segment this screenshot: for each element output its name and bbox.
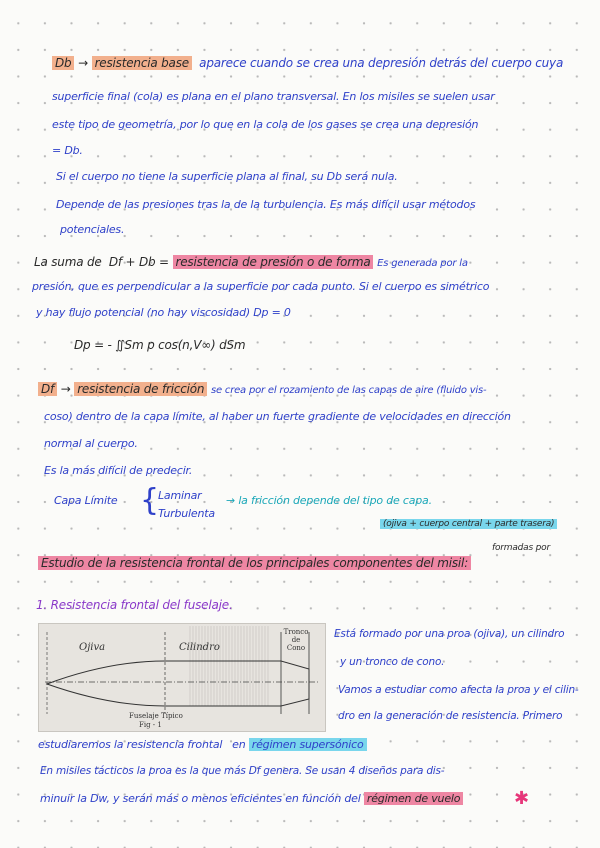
right-line-1: Está formado por una proa (ojiva), un cilindro (334, 628, 565, 640)
note-line-14: normal al cuerpo. (44, 437, 138, 450)
note-line-23-a: minuir la Dw, y serán más o menos eficientes en función del (40, 792, 361, 805)
asterisk-icon: ✱ (514, 788, 530, 809)
note-line-3: este tipo de geometría, por lo que en la cola de los gases se crea una depresión (52, 118, 479, 131)
note-line-23 (40, 792, 463, 805)
note-line-5: Si el cuerpo no tiene la superficie plana al final, su Db será nula. (56, 170, 398, 183)
laminar-label: Laminar (158, 489, 202, 502)
note-line-13: coso) dentro de la capa límite, al haber un fuerte gradiente de velocidades en dirección (44, 410, 511, 423)
df-text: se crea por el rozamiento de las capas de aire (fluido vis- (210, 385, 487, 396)
section-title-fuselage: 1. Resistencia frontal del fuselaje. (36, 598, 233, 612)
note-line-15: Es la más difícil de predecir. (44, 464, 193, 477)
df-label: resistencia de fricción (74, 382, 207, 396)
tronco-label (282, 628, 310, 652)
sum-formula: Df + Db = (108, 255, 169, 269)
turbulent-label: Turbulenta (158, 507, 215, 520)
df-definition-line (38, 382, 486, 396)
note-line-21-a: estudiaremos la resistencia frontal (38, 738, 223, 751)
study-heading-text: Estudio de la resistencia frontal de los principales componentes del misil: (38, 556, 471, 570)
cilindro-label: Cilindro (179, 642, 220, 653)
supersonic-regime-label: régimen supersónico (249, 738, 367, 751)
sum-line (34, 255, 468, 269)
sum-text: La suma de (34, 255, 102, 269)
tronco-label-1: Tronco (283, 628, 309, 636)
right-line-2: y un tronco de cono. (340, 656, 445, 668)
dp-formula: Dp = - ∬Sm p cos(n,V∞) dSm (74, 338, 246, 352)
note-line-22: En misiles tácticos la proa es la que más Df genera. Se usan 4 diseños para dis- (40, 765, 445, 777)
figure-caption: Fuselaje Típico (129, 712, 183, 720)
arrow-right-icon: → (78, 56, 88, 70)
right-line-4: dro en la generación de resistencia. Primero (338, 710, 563, 722)
brace-icon: { (140, 483, 160, 518)
note-line-21 (38, 738, 367, 751)
sum-continuation: Es generada por la (377, 258, 468, 269)
pressure-resistance-label: resistencia de presión o de forma (173, 255, 374, 269)
note-line-2: superficie final (cola) es plana en el plano transversal. En los misiles se suelen usar (52, 90, 495, 103)
note-line-10: y hay flujo potencial (no hay viscosidad) Dp = 0 (36, 306, 291, 319)
fuselage-parts-note (380, 519, 557, 529)
db-label: resistencia base (92, 56, 192, 70)
formed-by-note: formadas por (492, 543, 550, 553)
friction-note (226, 494, 432, 507)
study-heading (38, 556, 471, 570)
fuselage-figure (38, 623, 326, 732)
flight-regime-label: régimen de vuelo (364, 792, 463, 805)
db-definition-line (52, 56, 563, 70)
ojiva-label: Ojiva (79, 642, 106, 653)
arrow-right-icon: → (60, 382, 71, 396)
tronco-label-3: Cono (286, 644, 306, 652)
note-line-7: potenciales. (60, 223, 125, 236)
df-term: Df (38, 382, 57, 396)
friction-note-text: la fricción depende del tipo de capa. (238, 494, 432, 507)
note-line-21-b: en (232, 738, 246, 751)
arrow-right-icon: → (226, 494, 236, 507)
figure-number: Fig - 1 (139, 721, 162, 729)
note-line-9: presión, que es perpendicular a la superficie por cada punto. Si el cuerpo es simétrico (32, 280, 490, 293)
fuselage-parts-text: (ojiva + cuerpo central + parte trasera) (380, 519, 557, 529)
right-line-3: Vamos a estudiar como afecta la proa y el cilin- (338, 684, 579, 696)
db-text: aparece cuando se crea una depresión detrás del cuerpo cuya (199, 56, 564, 70)
note-line-4: = Db. (52, 144, 83, 157)
boundary-layer-label: Capa Límite (54, 494, 118, 507)
db-term: Db (52, 56, 74, 70)
tronco-label-2: de (291, 636, 301, 644)
note-line-6: Depende de las presiones tras la de la turbulencia. Es más difícil usar métodos (56, 198, 476, 211)
